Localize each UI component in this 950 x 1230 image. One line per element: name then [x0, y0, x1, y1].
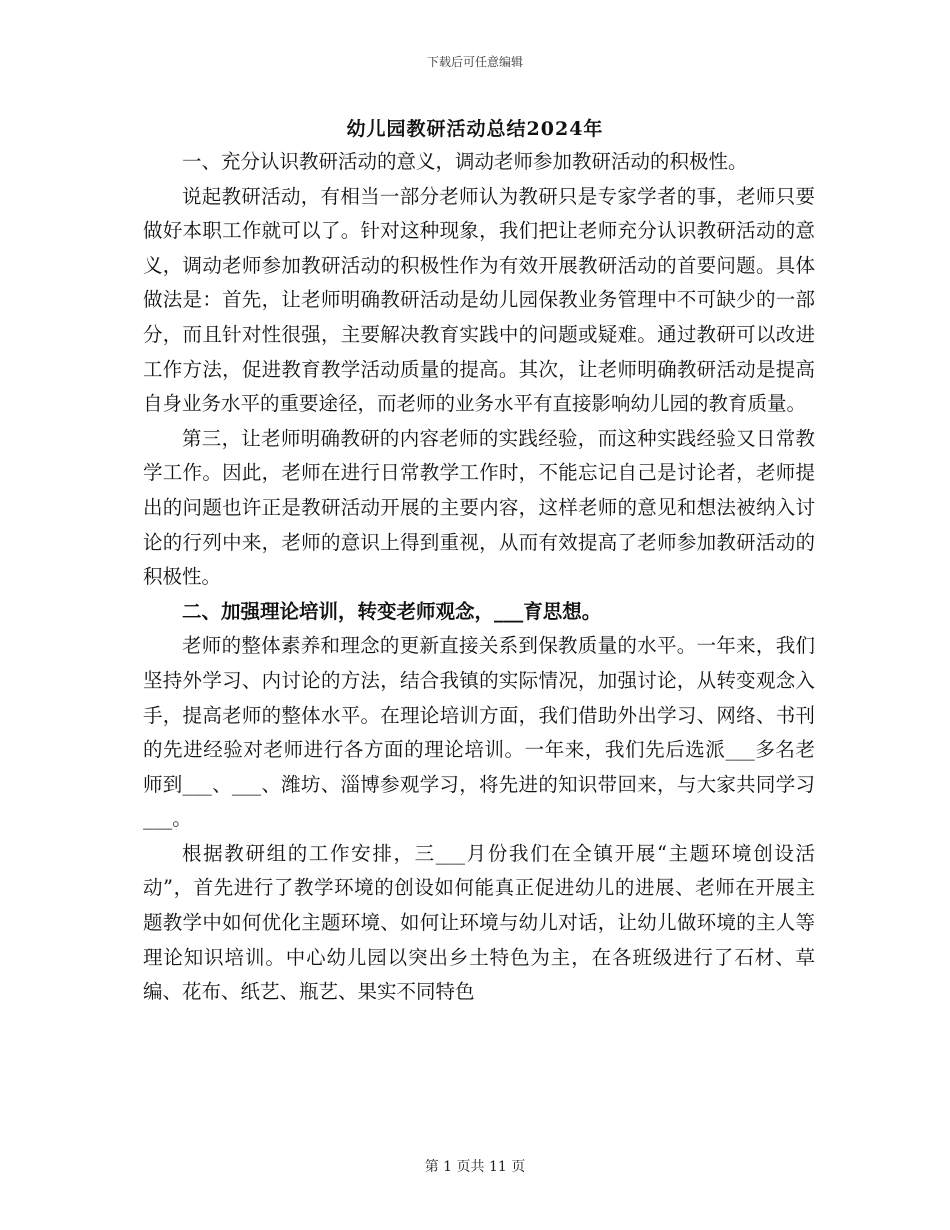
paragraph: 第三，让老师明确教研的内容老师的实践经验，而这种实践经验又日常教学工作。因此，老师在进行日常教学工作时，不能忘记自己是讨论者，老师提出的问题也许正是教研活动开展的主要内容，这样老师的意见和想法被纳入讨论的行列中来，老师的意识上得到重视，从而有效提高了老师参加教研活动的积极性。	[143, 426, 815, 589]
document-title: 幼儿园教研活动总结2024年	[346, 118, 604, 140]
section-heading-2: 二、加强理论培训，转变老师观念，___育思想。	[182, 599, 602, 623]
section-heading-1: 一、充分认识教研活动的意义，调动老师参加教研活动的积极性。	[182, 150, 748, 173]
paragraph: 说起教研活动，有相当一部分老师认为教研只是专家学者的事，老师只要做好本职工作就可以了。针对这种现象，我们把让老师充分认识教研活动的意义，调动老师参加教研活动的积极性作为有效开展教研活动的首要问题。具体做法是：首先，让老师明确教研活动是幼儿园保教业务管理中不可缺少的一部分，而且针对性很强，主要解决教育实践中的问题或疑难。通过教研可以改进工作方法，促进教育教学活动质量的提高。其次，让老师明确教研活动是提高自身业务水平的重要途径，而老师的业务水平有直接影响幼儿园的教育质量。	[143, 184, 815, 416]
document-body	[143, 145, 815, 1010]
page-number: 第 1 页共 11 页	[424, 1159, 526, 1175]
paragraph: 老师的整体素养和理念的更新直接关系到保教质量的水平。一年来，我们坚持外学习、内讨论的方法，结合我镇的实际情况，加强讨论，从转变观念入手，提高老师的整体水平。在理论培训方面，我们借助外出学习、网络、书刊的先进经验对老师进行各方面的理论培训。一年来，我们先后选派___多名老师到___、___、潍坊、淄博参观学习，将先进的知识带回来，与大家共同学习___。	[143, 634, 815, 831]
header-note: 下载后可任意编辑	[426, 55, 523, 69]
paragraph: 根据教研组的工作安排，三___月份我们在全镇开展“主题环境创设活动”，首先进行了教学环境的创设如何能真正促进幼儿的进展、老师在开展主题教学中如何优化主题环境、如何让环境与幼儿对话，让幼儿做环境的主人等理论知识培训。中心幼儿园以突出乡土特色为主，在各班级进行了石材、草编、花布、纸艺、瓶艺、果实不同特色	[143, 841, 815, 1004]
